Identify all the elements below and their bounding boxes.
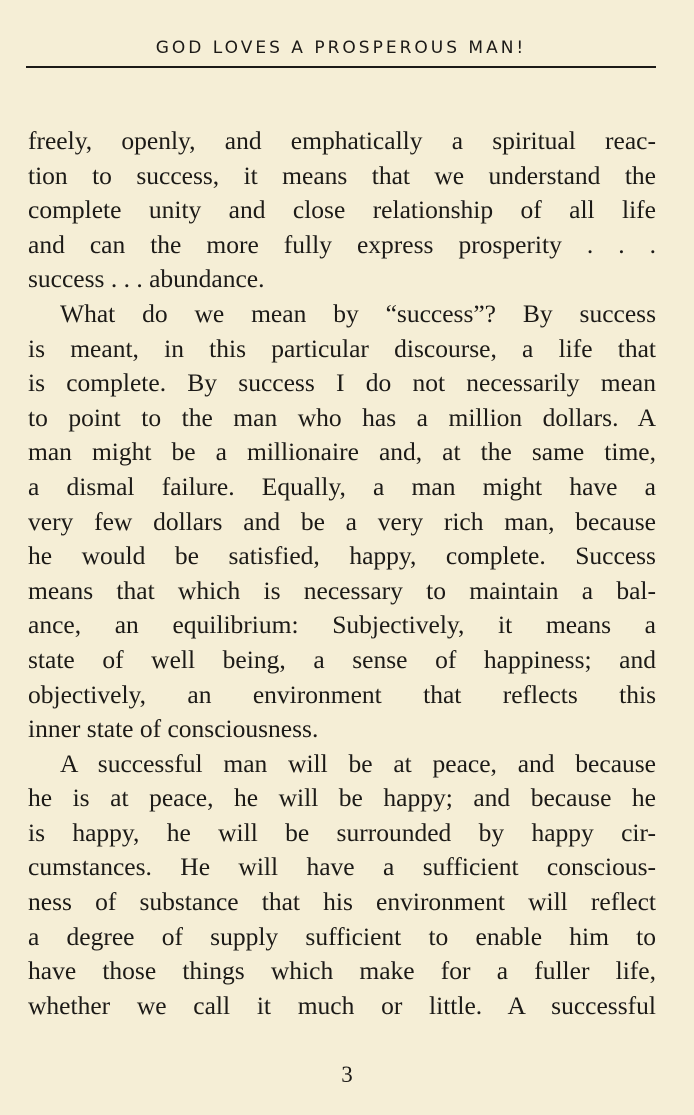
page-number: 3: [341, 1062, 353, 1087]
text-line: means that which is necessary to maintain a bal-: [28, 575, 656, 605]
text-line: to point to the man who has a million dollars. A: [28, 402, 656, 432]
text-line: have those things which make for a fuller life,: [28, 956, 656, 986]
text-line: ance, an equilibrium: Subjectively, it means a: [28, 610, 656, 640]
text-line: a degree of supply sufficient to enable him to: [28, 921, 656, 951]
text-line: is complete. By success I do not necessarily mean: [28, 368, 656, 398]
text-line: A successful man will be at peace, and because: [60, 748, 656, 778]
text-line: state of well being, a sense of happiness; and: [28, 644, 656, 674]
text-line: objectively, an environment that reflects this: [28, 679, 656, 709]
text-line: What do we mean by “success”? By success: [60, 298, 656, 328]
text-line: a dismal failure. Equally, a man might have a: [28, 471, 656, 501]
text-line: is happy, he will be surrounded by happy cir-: [28, 817, 656, 847]
text-line: whether we call it much or little. A successful: [28, 990, 656, 1020]
text-line: inner state of consciousness.: [28, 714, 319, 744]
page-body: [28, 124, 656, 1023]
text-line: cumstances. He will have a sufficient conscious-: [28, 852, 656, 882]
text-line: is meant, in this particular discourse, a life that: [28, 333, 656, 363]
text-line: very few dollars and be a very rich man, because: [28, 506, 656, 536]
text-line: ness of substance that his environment will reflect: [28, 887, 656, 917]
text-line: complete unity and close relationship of all life: [28, 195, 656, 225]
header-rule: [26, 66, 656, 68]
text-line: and can the more fully express prosperity . . .: [28, 229, 656, 259]
text-line: he would be satisfied, happy, complete. Success: [28, 541, 656, 571]
text-line: success . . . abundance.: [28, 264, 265, 294]
text-line: freely, openly, and emphatically a spiritual reac-: [28, 126, 656, 155]
text-line: tion to success, it means that we understand the: [28, 160, 656, 190]
text-line: he is at peace, he will be happy; and because he: [28, 783, 656, 813]
running-title: GOD LOVES A PROSPEROUS MAN!: [155, 38, 527, 58]
text-line: man might be a millionaire and, at the same time,: [28, 437, 656, 467]
